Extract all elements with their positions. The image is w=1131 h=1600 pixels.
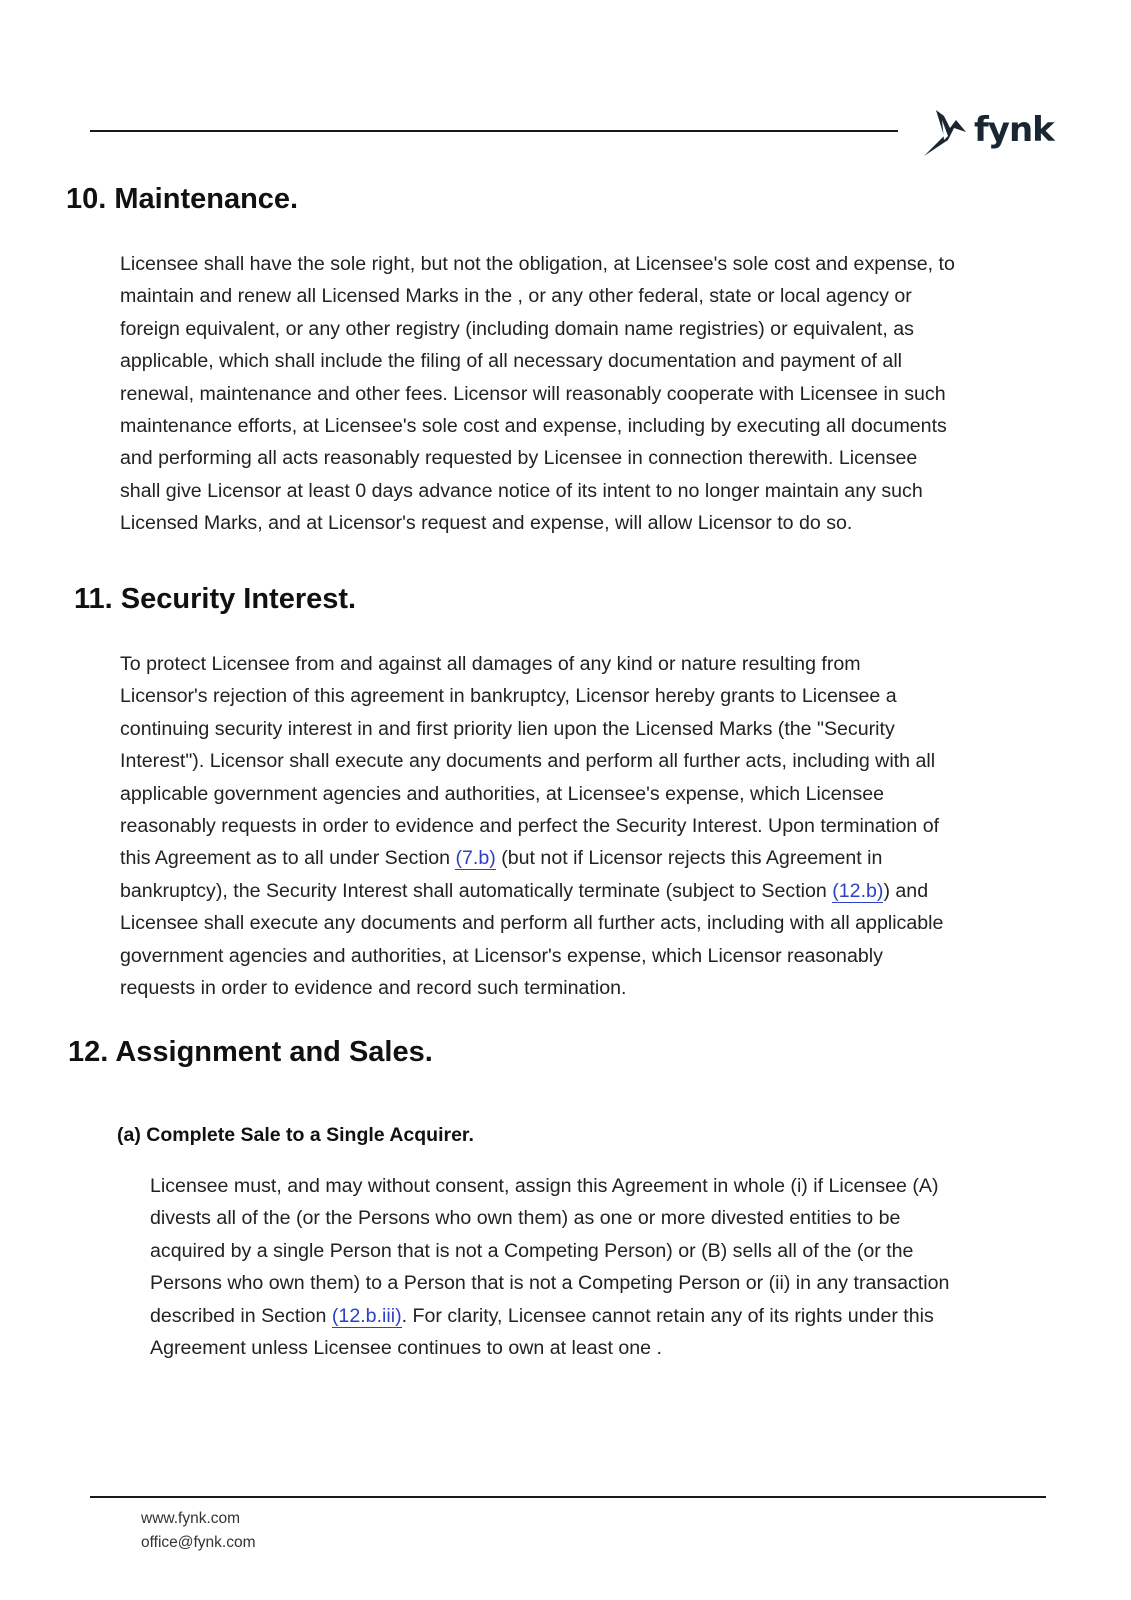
section-number: 10. — [66, 183, 107, 215]
text-line: Licensee shall execute any documents and perform all further acts, including with all applicable — [120, 912, 944, 935]
section-number: 11. — [74, 583, 113, 615]
text-line — [120, 875, 943, 907]
text-line: shall give Licensor at least 0 days advance notice of its intent to no longer maintain any such — [120, 479, 923, 502]
text-line: government agencies and authorities, at Licensor's expense, which Licensor reasonably — [120, 944, 883, 967]
fynk-bird-icon — [922, 106, 968, 158]
section-11-paragraph — [120, 648, 943, 1004]
text-line — [120, 842, 943, 874]
section-12b-link[interactable]: (12.b) — [832, 879, 884, 902]
text-line: Licensee must, and may without consent, assign this Agreement in whole (i) if Licensee (A) — [150, 1175, 939, 1197]
footer-website: www.fynk.com — [141, 1510, 241, 1527]
section-12-heading — [68, 1036, 433, 1069]
text-line — [150, 1300, 949, 1332]
logo-wordmark: fynk — [974, 110, 1054, 150]
text-line: requests in order to evidence and record such termination. — [120, 977, 627, 1000]
text-line: maintain and renew all Licensed Marks in the , or any other federal, state or local agency or — [120, 285, 912, 308]
section-number: 12. — [68, 1036, 109, 1068]
section-11-heading — [74, 583, 356, 616]
subsection-12a-heading: (a) Complete Sale to a Single Acquirer. — [117, 1124, 474, 1146]
subsection-12a-paragraph — [150, 1170, 949, 1364]
text-line: To protect Licensee from and against all damages of any kind or nature resulting from — [120, 653, 861, 675]
text-line: reasonably requests in order to evidence and perfect the Security Interest. Upon termination of — [120, 815, 940, 838]
text-segment: (but not if Licensor rejects this Agreement in — [495, 847, 883, 870]
text-segment: . For clarity, Licensee cannot retain any of its rights under this — [401, 1304, 934, 1327]
text-line: foreign equivalent, or any other registry (including domain name registries) or equivalent, as — [120, 317, 914, 340]
text-line: maintenance efforts, at Licensee's sole cost and expense, including by executing all documents — [120, 415, 947, 438]
section-title: Assignment and Sales. — [115, 1036, 433, 1068]
header-divider — [90, 130, 898, 132]
text-line: renewal, maintenance and other fees. Licensor will reasonably cooperate with Licensee in such — [120, 382, 946, 405]
text-line: and performing all acts reasonably requested by Licensee in connection therewith. Licensee — [120, 447, 918, 470]
section-10-paragraph — [120, 248, 955, 540]
footer-divider — [90, 1496, 1046, 1498]
section-title: Maintenance. — [114, 183, 299, 215]
text-line: continuing security interest in and first priority lien upon the Licensed Marks (the "Security — [120, 717, 895, 740]
section-title: Security Interest. — [120, 583, 357, 615]
fynk-logo — [922, 104, 1054, 160]
section-12biii-link[interactable]: (12.b.iii) — [331, 1304, 402, 1327]
footer-contact — [141, 1507, 256, 1555]
text-line: Licensed Marks, and at Licensor's request and expense, will allow Licensor to do so. — [120, 512, 853, 535]
text-segment: described in Section — [150, 1304, 332, 1327]
text-segment: this Agreement as to all under Section — [120, 847, 456, 870]
footer-email: office@fynk.com — [141, 1534, 256, 1551]
text-segment: bankruptcy), the Security Interest shall automatically terminate (subject to Section — [120, 879, 833, 902]
text-line: Licensor's rejection of this agreement in bankruptcy, Licensor hereby grants to Licensee a — [120, 685, 897, 708]
text-line: Licensee shall have the sole right, but not the obligation, at Licensee's sole cost and expense, to — [120, 253, 955, 275]
text-line: applicable, which shall include the filing of all necessary documentation and payment of all — [120, 350, 903, 373]
section-10-heading — [66, 183, 298, 216]
text-line: Interest"). Licensor shall execute any documents and perform all further acts, including with all — [120, 750, 936, 773]
text-line: acquired by a single Person that is not a Competing Person) or (B) sells all of the (or the — [150, 1239, 914, 1262]
text-segment: ) and — [883, 879, 929, 902]
text-line: applicable government agencies and authorities, at Licensee's expense, which Licensee — [120, 782, 885, 805]
section-7b-link[interactable]: (7.b) — [455, 847, 496, 870]
text-line: Agreement unless Licensee continues to own at least one . — [150, 1337, 662, 1360]
text-line: Persons who own them) to a Person that is not a Competing Person or (ii) in any transaction — [150, 1272, 950, 1295]
text-line: divests all of the (or the Persons who own them) as one or more divested entities to be — [150, 1207, 901, 1230]
